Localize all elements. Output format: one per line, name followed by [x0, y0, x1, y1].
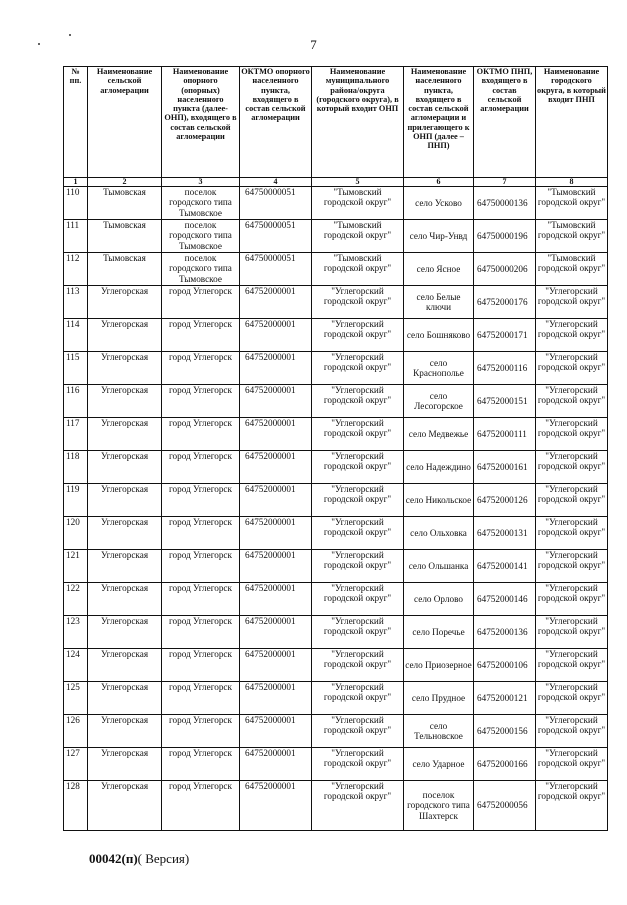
pnp-oktmo: 64752000161 — [474, 451, 536, 484]
pnp-name: село Приозерное — [404, 649, 474, 682]
column-number: 1 — [64, 178, 88, 187]
row-number: 120 — [64, 517, 88, 550]
header-cell: Наименование муниципального района/округа (городского округа), в который входит ОНП — [312, 67, 404, 178]
pnp-oktmo: 64752000126 — [474, 484, 536, 517]
agglomeration-name: Углегорская — [88, 781, 162, 831]
table-row — [64, 253, 608, 286]
row-number: 121 — [64, 550, 88, 583]
pnp-name: село Лесогорское — [404, 385, 474, 418]
table-row — [64, 616, 608, 649]
municipality-name: "Углегорский городской округ" — [312, 781, 404, 831]
onp-name: город Углегорск — [162, 781, 240, 831]
city-district-name: "Углегорский городской округ" — [536, 286, 608, 319]
agglomeration-name: Углегорская — [88, 550, 162, 583]
onp-name: город Углегорск — [162, 583, 240, 616]
agglomeration-name: Углегорская — [88, 319, 162, 352]
table-row — [64, 220, 608, 253]
city-district-name: "Углегорский городской округ" — [536, 616, 608, 649]
municipality-name: "Углегорский городской округ" — [312, 418, 404, 451]
onp-name: город Углегорск — [162, 715, 240, 748]
column-number: 8 — [536, 178, 608, 187]
agglomeration-name: Углегорская — [88, 649, 162, 682]
header-row — [64, 67, 608, 178]
pnp-name: село Краснополье — [404, 352, 474, 385]
agglomeration-name: Углегорская — [88, 517, 162, 550]
column-number: 3 — [162, 178, 240, 187]
agglomeration-name: Тымовская — [88, 253, 162, 286]
pnp-name: село Белые ключи — [404, 286, 474, 319]
municipality-name: "Тымовский городской округ" — [312, 253, 404, 286]
column-number: 2 — [88, 178, 162, 187]
document-code: 00042(п) — [89, 851, 138, 866]
city-district-name: "Углегорский городской округ" — [536, 649, 608, 682]
row-number: 111 — [64, 220, 88, 253]
header-cell: № пп. — [64, 67, 88, 178]
onp-oktmo: 64752000001 — [240, 484, 312, 517]
municipality-name: "Углегорский городской округ" — [312, 286, 404, 319]
pnp-name: село Усково — [404, 187, 474, 220]
pnp-oktmo: 64752000056 — [474, 781, 536, 831]
onp-oktmo: 64752000001 — [240, 451, 312, 484]
city-district-name: "Углегорский городской округ" — [536, 319, 608, 352]
pnp-name: село Бошняково — [404, 319, 474, 352]
city-district-name: "Углегорский городской округ" — [536, 451, 608, 484]
agglomeration-name: Углегорская — [88, 286, 162, 319]
table-row — [64, 352, 608, 385]
column-number: 7 — [474, 178, 536, 187]
row-number: 126 — [64, 715, 88, 748]
row-number: 114 — [64, 319, 88, 352]
city-district-name: "Углегорский городской округ" — [536, 484, 608, 517]
agglomeration-name: Тымовская — [88, 187, 162, 220]
header-cell: Наименование сельской агломерации — [88, 67, 162, 178]
onp-name: город Углегорск — [162, 484, 240, 517]
row-number: 128 — [64, 781, 88, 831]
column-number: 4 — [240, 178, 312, 187]
document-footer — [89, 851, 189, 867]
pnp-name: село Никольское — [404, 484, 474, 517]
city-district-name: "Углегорский городской округ" — [536, 781, 608, 831]
onp-oktmo: 64752000001 — [240, 319, 312, 352]
onp-name: город Углегорск — [162, 748, 240, 781]
onp-oktmo: 64752000001 — [240, 748, 312, 781]
municipality-name: "Тымовский городской округ" — [312, 187, 404, 220]
municipality-name: "Углегорский городской округ" — [312, 352, 404, 385]
onp-name: поселок городского типа Тымовское — [162, 220, 240, 253]
onp-name: город Углегорск — [162, 385, 240, 418]
table-row — [64, 484, 608, 517]
onp-oktmo: 64752000001 — [240, 517, 312, 550]
row-number: 127 — [64, 748, 88, 781]
onp-oktmo: 64752000001 — [240, 682, 312, 715]
municipality-name: "Углегорский городской округ" — [312, 748, 404, 781]
municipality-name: "Углегорский городской округ" — [312, 319, 404, 352]
pnp-oktmo: 64750000196 — [474, 220, 536, 253]
city-district-name: "Углегорский городской округ" — [536, 715, 608, 748]
row-number: 122 — [64, 583, 88, 616]
onp-name: город Углегорск — [162, 550, 240, 583]
onp-name: город Углегорск — [162, 352, 240, 385]
pnp-name: село Надеждино — [404, 451, 474, 484]
pnp-oktmo: 64752000141 — [474, 550, 536, 583]
pnp-oktmo: 64752000146 — [474, 583, 536, 616]
onp-oktmo: 64752000001 — [240, 649, 312, 682]
pnp-oktmo: 64752000111 — [474, 418, 536, 451]
agglomeration-name: Углегорская — [88, 583, 162, 616]
municipality-name: "Углегорский городской округ" — [312, 550, 404, 583]
row-number: 115 — [64, 352, 88, 385]
table-row — [64, 187, 608, 220]
header-cell: Наименование опорного (опорных) населенного пункта (далее-ОНП), входящего в состав сельской агломерации — [162, 67, 240, 178]
city-district-name: "Углегорский городской округ" — [536, 583, 608, 616]
agglomeration-name: Углегорская — [88, 352, 162, 385]
agglomeration-name: Углегорская — [88, 484, 162, 517]
onp-oktmo: 64752000001 — [240, 616, 312, 649]
pnp-oktmo: 64750000136 — [474, 187, 536, 220]
onp-oktmo: 64752000001 — [240, 550, 312, 583]
onp-oktmo: 64752000001 — [240, 781, 312, 831]
pnp-name: село Медвежье — [404, 418, 474, 451]
column-number-row — [64, 178, 608, 187]
row-number: 123 — [64, 616, 88, 649]
pnp-name: село Прудное — [404, 682, 474, 715]
pnp-name: село Поречье — [404, 616, 474, 649]
onp-name: поселок городского типа Тымовское — [162, 187, 240, 220]
city-district-name: "Углегорский городской округ" — [536, 352, 608, 385]
table-row — [64, 583, 608, 616]
city-district-name: "Углегорский городской округ" — [536, 418, 608, 451]
agglomeration-name: Углегорская — [88, 748, 162, 781]
onp-oktmo: 64750000051 — [240, 187, 312, 220]
pnp-name: село Ольшанка — [404, 550, 474, 583]
table-row — [64, 286, 608, 319]
city-district-name: "Углегорский городской округ" — [536, 748, 608, 781]
city-district-name: "Тымовский городской округ" — [536, 253, 608, 286]
onp-name: город Углегорск — [162, 517, 240, 550]
row-number: 119 — [64, 484, 88, 517]
pnp-oktmo: 64752000136 — [474, 616, 536, 649]
pnp-oktmo: 64752000151 — [474, 385, 536, 418]
onp-oktmo: 64752000001 — [240, 352, 312, 385]
city-district-name: "Углегорский городской округ" — [536, 385, 608, 418]
table-row — [64, 748, 608, 781]
municipality-name: "Углегорский городской округ" — [312, 385, 404, 418]
row-number: 110 — [64, 187, 88, 220]
municipality-name: "Углегорский городской округ" — [312, 616, 404, 649]
agglomeration-name: Углегорская — [88, 715, 162, 748]
row-number: 117 — [64, 418, 88, 451]
municipality-name: "Углегорский городской округ" — [312, 517, 404, 550]
pnp-name: село Ольховка — [404, 517, 474, 550]
pnp-oktmo: 64752000166 — [474, 748, 536, 781]
onp-oktmo: 64752000001 — [240, 583, 312, 616]
table-row — [64, 781, 608, 831]
onp-name: город Углегорск — [162, 286, 240, 319]
table-row — [64, 319, 608, 352]
onp-oktmo: 64752000001 — [240, 286, 312, 319]
agglomeration-name: Углегорская — [88, 385, 162, 418]
table-row — [64, 418, 608, 451]
municipality-name: "Углегорский городской округ" — [312, 715, 404, 748]
pnp-oktmo: 64752000176 — [474, 286, 536, 319]
municipality-name: "Тымовский городской округ" — [312, 220, 404, 253]
agglomeration-name: Углегорская — [88, 682, 162, 715]
header-cell: ОКТМО ПНП, входящего в состав сельской агломерации — [474, 67, 536, 178]
city-district-name: "Углегорский городской округ" — [536, 517, 608, 550]
agglomeration-table — [63, 66, 608, 831]
row-number: 116 — [64, 385, 88, 418]
pnp-oktmo: 64752000116 — [474, 352, 536, 385]
agglomeration-name: Углегорская — [88, 616, 162, 649]
pnp-name: село Тельновское — [404, 715, 474, 748]
header-cell: Наименование населенного пункта, входящего в состав сельской агломерации и прилегающего к ОНП (далее – ПНП) — [404, 67, 474, 178]
document-version: ( Версия) — [137, 851, 190, 866]
pnp-name: поселок городского типа Шахтерск — [404, 781, 474, 831]
onp-name: поселок городского типа Тымовское — [162, 253, 240, 286]
pnp-oktmo: 64752000131 — [474, 517, 536, 550]
table-row — [64, 385, 608, 418]
onp-name: город Углегорск — [162, 418, 240, 451]
pnp-name: село Орлово — [404, 583, 474, 616]
pnp-oktmo: 64752000156 — [474, 715, 536, 748]
onp-oktmo: 64750000051 — [240, 220, 312, 253]
agglomeration-name: Тымовская — [88, 220, 162, 253]
onp-name: город Углегорск — [162, 682, 240, 715]
row-number: 125 — [64, 682, 88, 715]
header-cell: ОКТМО опорного населенного пункта, входящего в состав сельской агломерации — [240, 67, 312, 178]
municipality-name: "Углегорский городской округ" — [312, 682, 404, 715]
table-row — [64, 550, 608, 583]
onp-name: город Углегорск — [162, 319, 240, 352]
onp-name: город Углегорск — [162, 451, 240, 484]
row-number: 113 — [64, 286, 88, 319]
pnp-name: село Ударное — [404, 748, 474, 781]
onp-name: город Углегорск — [162, 616, 240, 649]
table-row — [64, 682, 608, 715]
onp-oktmo: 64752000001 — [240, 418, 312, 451]
pnp-name: село Ясное — [404, 253, 474, 286]
municipality-name: "Углегорский городской округ" — [312, 484, 404, 517]
row-number: 118 — [64, 451, 88, 484]
column-number: 5 — [312, 178, 404, 187]
municipality-name: "Углегорский городской округ" — [312, 583, 404, 616]
pnp-oktmo: 64750000206 — [474, 253, 536, 286]
city-district-name: "Тымовский городской округ" — [536, 220, 608, 253]
onp-oktmo: 64752000001 — [240, 715, 312, 748]
onp-name: город Углегорск — [162, 649, 240, 682]
city-district-name: "Углегорский городской округ" — [536, 682, 608, 715]
table-body — [64, 187, 608, 831]
table-row — [64, 451, 608, 484]
onp-oktmo: 64752000001 — [240, 385, 312, 418]
scan-speck — [69, 34, 71, 36]
onp-oktmo: 64750000051 — [240, 253, 312, 286]
municipality-name: "Углегорский городской округ" — [312, 451, 404, 484]
pnp-oktmo: 64752000121 — [474, 682, 536, 715]
pnp-oktmo: 64752000171 — [474, 319, 536, 352]
table-row — [64, 517, 608, 550]
agglomeration-name: Углегорская — [88, 451, 162, 484]
table-row — [64, 649, 608, 682]
agglomeration-name: Углегорская — [88, 418, 162, 451]
header-cell: Наименование городского округа, в который входит ПНП — [536, 67, 608, 178]
city-district-name: "Углегорский городской округ" — [536, 550, 608, 583]
page-number: 7 — [310, 37, 317, 52]
municipality-name: "Углегорский городской округ" — [312, 649, 404, 682]
city-district-name: "Тымовский городской округ" — [536, 187, 608, 220]
row-number: 112 — [64, 253, 88, 286]
pnp-oktmo: 64752000106 — [474, 649, 536, 682]
table-row — [64, 715, 608, 748]
row-number: 124 — [64, 649, 88, 682]
pnp-name: село Чир-Унвд — [404, 220, 474, 253]
column-number: 6 — [404, 178, 474, 187]
